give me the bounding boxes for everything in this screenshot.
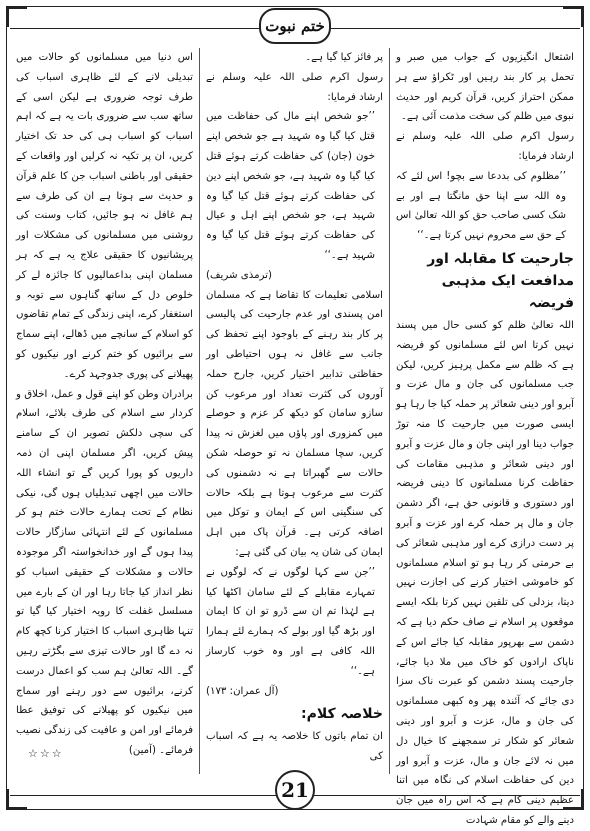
column-middle (200, 48, 390, 774)
frame-corner (563, 7, 583, 27)
paragraph: ان تمام باتوں کا خلاصہ یہ ہے کہ اسباب کی (206, 731, 383, 763)
section-heading: جارحیت کا مقابلہ اور مدافعت ایک مذہبی فریضہ (427, 250, 574, 311)
paragraph: رسول اکرم صلی اللہ علیہ وسلم نے ارشاد فرمایا: (206, 71, 383, 103)
paragraph: برادران وطن کو اپنے قول و عمل، اخلاق و کردار سے اسلام کی طرف بلائے، اسلام کی سچی دلکش تصویر ان کے سامنے پیش کریں، اگر مسلمان اپنی ان ذمہ داریوں کو پورا کریں گے تو انشاء اللہ حالات میں اچھی تبدیلیاں ہوں گی، نیکی نظام کے تحت ہمارے حالات ختم ہو کر مسلمانوں کے لئے انتہائی سازگار حالات پیدا ہوں گے اور خدانخواستہ اگر موجودہ حالات و مشکلات کے حقیقی اسباب کو نظر انداز کیا جاتا رہا اور ان کے بارے میں مسلسل غفلت کا رویہ اختیار کیا گیا تو تنہا ظاہری اسباب کا اختیار کرنا کچھ کام نہ دے گا اور حالات تیزی سے بگڑتے رہیں گے۔ اللہ تعالیٰ ہم سب کو اعمال درست کرنے، برائیوں سے دور رہنے اور سماج میں نیکیوں کو پھیلانے کی توفیق عطا فرمائے اور امن و عافیت کی زندگی نصیب فرمائے۔ (آمین) (16, 388, 193, 756)
quran-quote: ’’جن سے کہا لوگوں نے کہ لوگوں نے تمہارے مقابلے کے لئے سامان اکٹھا کیا ہے لہٰذا تم ان سے ڈرو تو ان کا ایمان اور بڑھ گیا اور بولے کہ ہمارے لئے ہمارا اللہ کافی ہے اور وہ خوب کارساز ہے۔‘‘ (206, 566, 375, 677)
reference: (آل عمران: ۱۷۳) (206, 685, 279, 697)
paragraph: رسول اکرم صلی اللہ علیہ وسلم نے ارشاد فرمایا: (396, 131, 574, 162)
frame-corner (7, 7, 27, 27)
masthead-logo: ختم نبوت (259, 8, 331, 44)
frame-corner (7, 789, 27, 809)
hadith-quote: ’’مظلوم کی بددعا سے بچو! اس لئے کہ وہ اللہ سے اپنا حق مانگتا ہے اور بے شک کسی صاحب حق کو اللہ تعالیٰ اس کے حق سے محروم نہیں کرتا ہے۔‘‘ (396, 170, 566, 242)
paragraph: اللہ تعالیٰ ظلم کو کسی حال میں پسند نہیں کرتا اس لئے مسلمانوں کو فریضہ ہے کہ ظلم سے مکمل پرہیز کریں، لیکن جب مسلمانوں کی جان و مال عزت و آبرو اور دینی شعائر پر حملہ کیا جا رہا ہو ایسی صورت میں جارحیت کا منہ توڑ جواب دینا اور اپنی جان و مال عزت و آبرو اور دینی شعائر و مذہبی مقامات کی حفاظت کرنا مسلمانوں کا دینی فریضہ اور دستوری و قانونی حق ہے، اگر دشمن جان و مال پر حملہ کرے اور عزت و آبرو پر دست درازی کرے اور مذہبی شعائر کی بے حرمتی کر رہا ہو تو اسلام مسلمانوں کو خاموشی اختیار کرنے کی اجازت نہیں دیتا، بزدلی کی تلقین نہیں کرتا بلکہ ایسے موقعوں پر اسلام نے صاف حکم دیا ہے کہ دشمن سے بھرپور مقابلہ کیا جائے اس کے ناپاک ارادوں کو خاک میں ملا دیا جائے، جارحیت پسند دشمن کو عبرت ناک سزا دی جائے کہ آئندہ پھر وہ کبھی مسلمانوں کی جان و مال، عزت و آبرو اور دینی شعائر کو شکار تر سمجھنے کا خیال دل میں نہ لائے جان و مال، عزت و آبرو اور دین کی حفاظت اسلام کی نگاہ میں اتنا عظیم دینی کام ہے کہ اس راہ میں جان دینے والے کو مقام شہادت (396, 319, 574, 826)
paragraph: پر فائز کیا گیا ہے۔ (305, 52, 383, 63)
end-stars: ☆☆☆ (28, 747, 64, 760)
column-left (10, 48, 200, 774)
paragraph: اشتعال انگیزیوں کے جواب میں صبر و تحمل پر کار بند رہیں اور ٹکراؤ سے ہر ممکن احتراز کریں، قرآن کریم اور حدیث نبوی میں ظلم کی سخت مذمت آئی ہے۔ (396, 52, 574, 123)
paragraph: اسلامی تعلیمات کا تقاضا ہے کہ مسلمان امن پسندی اور عدم جارحیت کی پالیسی پر کار بند رہنے کے باوجود اپنے تحفظ کی جانب سے غافل نہ ہوں احتیاطی اور حفاظتی تدابیر اختیار کریں، جارح حملہ آوروں کی کثرت تعداد اور مرعوب کن سازو سامان کو دیکھ کر عزم و حوصلے میں کمزوری اور پاؤں میں لغزش نہ پیدا کریں، سچا مسلمان نہ تو حوصلہ شکن حالات سے گھبراتا ہے نہ دشمنوں کی کثرت سے مرعوب ہوتا ہے بلکہ حالات کی سنگینی اس کے ایمان و توکل میں اضافہ کرتی ہے۔ قرآن پاک میں اہل ایمان کی شان یہ بیان کی گئی ہے: (206, 289, 383, 558)
reference: (ترمذی شریف) (206, 269, 272, 281)
paragraph: اس دنیا میں مسلمانوں کو حالات میں تبدیلی لانے کے لئے ظاہری اسباب کی طرف توجہ ضروری ہے لیکن اسی کے ساتھ سب سے ضروری بات یہ ہے کہ اہم اسباب کو اسباب ہی کی حد تک اختیار کریں، ان پر تکیہ نہ کرلیں اور واقعات کے حقیقی اور باطنی اسباب جن کا علم قرآن و حدیث سے ہوتا ہے ان کی طرف سے ہم غافل نہ ہو جائیں، کتاب وسنت کی روشنی میں مسلمانوں کی مشکلات اور پریشانیوں کا حقیقی علاج یہ ہے کہ ہر مسلمان اپنی بداعمالیوں کا جائزہ لے کر خلوص دل کے ساتھ گناہوں سے توبہ و استغفار کرے، اپنی زندگی کے تمام تقاضوں کو اسلام کے سانچے میں ڈھالے، اپنے سماج سے برائیوں کو ختم کرنے اور نیکیوں کو پھیلانے کی پوری جدوجہد کرے۔ (16, 52, 193, 380)
page-number: 21 (275, 770, 315, 810)
hadith-quote: ’’جو شخص اپنے مال کی حفاظت میں قتل کیا گیا وہ شہید ہے جو شخص اپنے خون (جان) کی حفاظت کرتے ہوئے قتل کیا گیا وہ شہید ہے، جو شخص اپنے دین کی حفاظت کرتے ہوئے قتل کیا گیا وہ شہید ہے، جو شخص اپنے اہل و عیال کی حفاظت کرتے ہوئے قتل کیا گیا وہ شہید ہے۔‘‘ (206, 111, 375, 261)
column-right (390, 48, 580, 826)
section-heading: خلاصہ کلام: (301, 706, 383, 723)
